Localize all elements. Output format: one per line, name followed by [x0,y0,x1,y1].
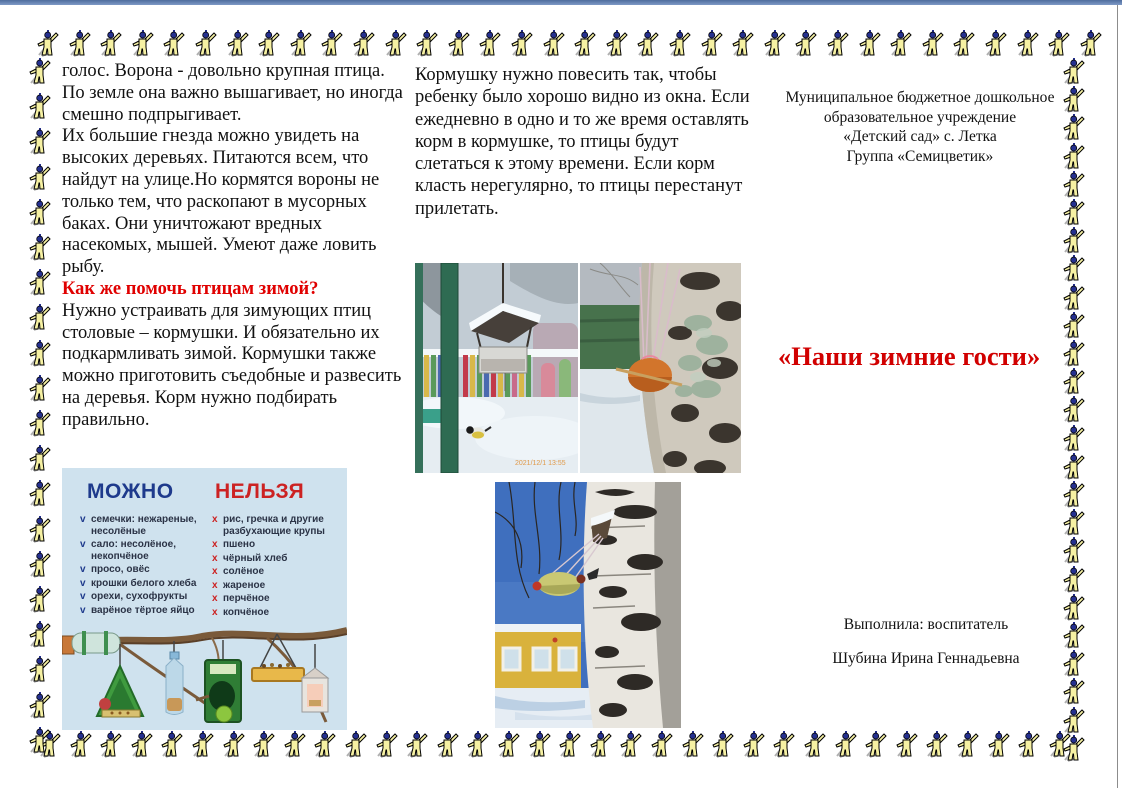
person-waving-icon [222,731,246,758]
food-item-label: крошки белого хлеба [91,577,197,589]
person-waving-icon [1062,227,1086,254]
person-waving-icon [1017,731,1041,758]
person-waving-icon [289,30,313,57]
photo-orange-feeder-on-birch [580,263,741,473]
can-item [80,591,200,603]
can-item [80,514,200,537]
paragraph-crow-2: Их большие гнезда можно увидеть на высоких деревьях. Питаются всем, что найдут на улице.Но кормятся вороны не только тем, что раскопают в мусорных баках. Они уничтожают вредных насекомых, мышей. Умеют даже ловить рыбу. [62,126,380,278]
cannot-item [212,593,330,605]
person-waving-icon [28,621,52,648]
check-mark-icon: v [80,564,86,575]
person-waving-icon [130,731,154,758]
check-mark-icon: v [80,604,86,616]
person-waving-icon [36,30,60,57]
person-waving-icon [984,30,1008,57]
person-waving-icon [28,656,52,683]
food-item-label: жареное [223,579,266,591]
person-waving-icon [99,731,123,758]
person-waving-icon [605,30,629,57]
person-waving-icon [1062,735,1086,762]
can-item [80,578,200,590]
person-waving-icon [28,304,52,331]
brochure-title: «Наши зимние гости» [778,341,1041,371]
person-waving-icon [952,30,976,57]
org-line: Муниципальное бюджетное дошкольное [785,89,1055,106]
person-waving-icon [28,164,52,191]
food-item-label: копчёное [223,606,270,618]
person-waving-icon [542,30,566,57]
person-waving-icon [28,269,52,296]
person-waving-icon [191,731,215,758]
person-waving-icon [1062,622,1086,649]
person-waving-icon [742,731,766,758]
person-waving-icon [28,93,52,120]
person-waving-icon [895,731,919,758]
cross-mark-icon: x [212,566,218,577]
person-waving-icon [803,731,827,758]
person-waving-icon [1062,255,1086,282]
paragraph-feeders: Нужно устраивать для зимующих птиц столовые – кормушки. И обязательно их подкармливать зимой. Кормушки также можно приготовить съедобные и развесить на деревья. Корм нужно подбирать правильно. [62,300,402,430]
food-item-label: перчёное [223,593,270,604]
org-line: образовательное учреждение [823,108,1017,126]
cross-mark-icon: x [212,606,218,618]
person-waving-icon [1079,30,1103,57]
cross-mark-icon: x [212,539,218,550]
person-waving-icon [1062,453,1086,480]
person-waving-icon [1062,425,1086,452]
window-top-edge [0,0,1122,5]
person-waving-icon [589,731,613,758]
org-line: «Детский сад» с. Летка [843,128,997,145]
person-waving-icon [1062,509,1086,536]
person-waving-icon [1062,368,1086,395]
cannot-item [212,539,330,551]
person-waving-icon [763,30,787,57]
person-waving-icon [162,30,186,57]
food-item-label: варёное тёртое яйцо [91,604,195,616]
check-mark-icon: v [80,539,86,550]
food-item-label: солёное [223,566,265,577]
cross-mark-icon: x [212,552,218,564]
person-waving-icon [619,731,643,758]
paragraph-feeder-advice: Кормушку нужно повесить так, чтобы ребенку было хорошо видно из окна. Если ежедневно в одно и то же время оставлять корм в кормушке, то птицы будут слетаться к этому времени. Если корм класть нерегулярно, то птицы перестанут прилетать. [415,65,750,219]
person-waving-icon [1062,340,1086,367]
person-waving-icon [1062,650,1086,677]
food-item-label: пшено [223,539,256,550]
photo-melon-feeder-on-birch [495,482,681,728]
svg-text:2021/12/1 13:55: 2021/12/1 13:55 [515,460,566,467]
person-waving-icon [1062,678,1086,705]
check-mark-icon: v [80,514,86,525]
person-waving-icon [131,30,155,57]
person-waving-icon [497,731,521,758]
person-waving-icon [681,731,705,758]
person-waving-icon [436,731,460,758]
person-waving-icon [528,731,552,758]
cannot-list [212,514,330,620]
person-waving-icon [650,731,674,758]
person-waving-icon [28,375,52,402]
person-waving-icon [257,30,281,57]
person-waving-icon [510,30,534,57]
person-waving-icon [28,516,52,543]
person-waving-icon [344,731,368,758]
person-waving-icon [1062,594,1086,621]
person-waving-icon [731,30,755,57]
person-waving-icon [69,731,93,758]
food-item-label: просо, овёс [91,564,150,575]
person-waving-icon [466,731,490,758]
person-waving-icon [28,58,52,85]
person-waving-icon [1062,312,1086,339]
person-waving-icon [28,692,52,719]
person-waving-icon [194,30,218,57]
person-waving-icon [478,30,502,57]
cannot-item [212,580,330,592]
person-waving-icon [28,586,52,613]
author-role: Выполнила: воспитатель [843,616,1009,633]
check-mark-icon: v [80,577,86,589]
can-item [80,539,200,562]
person-waving-icon [573,30,597,57]
person-waving-icon [794,30,818,57]
person-waving-icon [28,727,52,754]
person-waving-icon [1062,58,1086,85]
middle-text-column [415,64,751,220]
can-title: МОЖНО [87,480,174,503]
person-waving-icon [1062,171,1086,198]
person-waving-icon [28,480,52,507]
person-waving-icon [1062,537,1086,564]
person-waving-icon [28,551,52,578]
person-waving-icon [160,731,184,758]
food-item-label: сало: несолёное, некопчёное [91,539,176,562]
can-list [80,514,200,618]
person-waving-icon [826,30,850,57]
person-waving-icon [1062,284,1086,311]
org-line: Группа «Семицветик» [846,147,994,165]
person-waving-icon [405,731,429,758]
cannot-item [212,553,330,565]
person-waving-icon [772,731,796,758]
brochure-title-wrap [778,341,1064,381]
cross-mark-icon: x [212,579,218,591]
cross-mark-icon: x [212,593,218,604]
person-waving-icon [313,731,337,758]
food-item-label: семечки: нежареные, несолёные [91,514,197,537]
person-waving-icon [956,731,980,758]
person-waving-icon [384,30,408,57]
person-waving-icon [700,30,724,57]
food-item-label: чёрный хлеб [223,552,288,564]
person-waving-icon [864,731,888,758]
person-waving-icon [1062,566,1086,593]
person-waving-icon [28,445,52,472]
person-waving-icon [558,731,582,758]
person-waving-icon [711,731,735,758]
person-waving-icon [28,234,52,261]
person-waving-icon [283,731,307,758]
person-waving-icon [1062,707,1086,734]
can-item [80,564,200,576]
person-waving-icon [68,30,92,57]
person-waving-icon [921,30,945,57]
cannot-item [212,566,330,578]
window-right-edge [1117,5,1118,788]
person-waving-icon [858,30,882,57]
cannot-title: НЕЛЬЗЯ [215,480,305,503]
person-waving-icon [28,410,52,437]
person-waving-icon [352,30,376,57]
food-item-label: рис, гречка и другие разбухающие крупы [223,514,325,537]
person-waving-icon [636,30,660,57]
person-waving-icon [834,731,858,758]
author-name: Шубина Ирина Геннадьевна [832,650,1020,667]
person-waving-icon [447,30,471,57]
cannot-item [212,514,330,537]
person-waving-icon [925,731,949,758]
person-waving-icon [28,128,52,155]
question-heading: Как же помочь птицам зимой? [62,278,319,299]
person-waving-icon [1062,199,1086,226]
photo-feeder-in-yard [415,263,578,473]
person-waving-icon [415,30,439,57]
person-waving-icon [99,30,123,57]
person-waving-icon [1062,481,1086,508]
branch-feeders-illustration [62,616,347,730]
check-mark-icon: v [80,591,86,602]
cross-mark-icon: x [212,514,218,525]
can-item [80,605,200,617]
person-waving-icon [1062,396,1086,423]
organization-block [766,88,1074,166]
person-waving-icon [1047,30,1071,57]
person-waving-icon [252,731,276,758]
person-waving-icon [226,30,250,57]
person-waving-icon [320,30,344,57]
left-text-column [62,61,406,432]
person-waving-icon [889,30,913,57]
person-waving-icon [28,199,52,226]
paragraph-crow-1: голос. Ворона - довольно крупная птица. По земле она важно вышагивает, но иногда смешно подпрыгивает. [62,61,403,125]
person-waving-icon [668,30,692,57]
person-waving-icon [987,731,1011,758]
person-waving-icon [375,731,399,758]
food-rules-infographic [62,468,347,730]
person-waving-icon [1016,30,1040,57]
person-waving-icon [28,340,52,367]
food-item-label: орехи, сухофрукты [91,591,188,602]
